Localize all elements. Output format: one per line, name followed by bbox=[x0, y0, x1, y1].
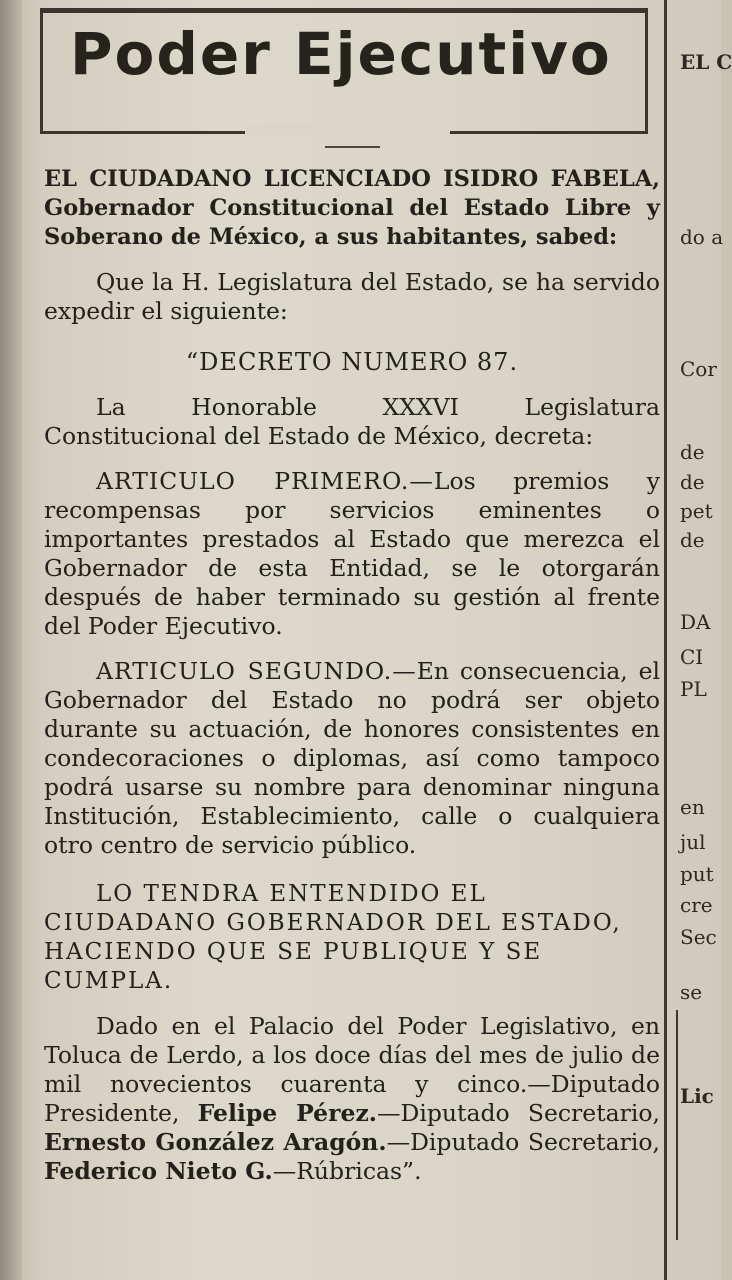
decree-signature bbox=[44, 1012, 660, 1186]
decree-statement: Que la H. Legislatura del Estado, se ha servido expedir el siguiente: bbox=[44, 268, 660, 325]
decree-title: “DECRETO NUMERO 87. bbox=[185, 348, 519, 376]
adjacent-fragment: se bbox=[680, 980, 703, 1004]
separator-rule bbox=[325, 146, 380, 148]
adjacent-fragment: pet bbox=[680, 499, 713, 523]
adjacent-fragment: DA bbox=[680, 610, 711, 634]
adjacent-fragment: CI bbox=[680, 645, 704, 669]
adjacent-fragment: de bbox=[680, 440, 705, 464]
signatory-secretary-2: Federico Nieto G. bbox=[44, 1157, 273, 1185]
adjacent-fragment: en bbox=[680, 795, 705, 819]
article-two-heading: ARTICULO SEGUNDO.— bbox=[96, 657, 417, 685]
signatory-secretary-1: Ernesto González Aragón. bbox=[44, 1128, 387, 1156]
signature-lead: Dado en el Palacio del Poder Legislativo, en Toluca de Lerdo, a los doce días del mes de julio de mil novecientos cuarenta y cinco.—Diputado Presidente, bbox=[44, 1012, 660, 1127]
adjacent-column bbox=[672, 0, 732, 1280]
adjacent-fragment: put bbox=[680, 862, 714, 886]
adjacent-fragment: cre bbox=[680, 893, 713, 917]
header-frame-gap bbox=[245, 125, 450, 137]
signature-end: —Rúbricas”. bbox=[272, 1157, 422, 1185]
adjacent-fragment: do a bbox=[680, 225, 724, 249]
intro-rest: Gobernador Constitucional del Estado Libre y Soberano de México, a sus habitantes, sabed: bbox=[44, 195, 660, 250]
column-divider bbox=[664, 0, 667, 1280]
adjacent-fragment: Lic bbox=[680, 1084, 714, 1108]
adjacent-fragment: de bbox=[680, 528, 705, 552]
adjacent-fragment: jul bbox=[680, 830, 706, 854]
adjacent-fragment: de bbox=[680, 470, 705, 494]
signatory-president: Felipe Pérez. bbox=[197, 1099, 377, 1127]
adjacent-fragment: Cor bbox=[680, 357, 717, 381]
intro-lead: EL CIUDADANO LICENCIADO ISIDRO FABELA, bbox=[44, 166, 660, 192]
article-one bbox=[44, 467, 660, 641]
signature-mid-2: —Diputado Secretario, bbox=[386, 1128, 660, 1156]
article-two-text: En consecuencia, el Gobernador del Estado no podrá ser objeto durante su actuación, de honores consistentes en condecoraciones o diplomas, así como tampoco podrá usarse su nombre para denominar ninguna Institución, Establecimiento, calle o cualquiera otro centro de servicio público. bbox=[44, 657, 660, 859]
decree-intro bbox=[44, 165, 660, 252]
decree-article bbox=[44, 165, 660, 1186]
article-one-heading: ARTICULO PRIMERO.— bbox=[96, 467, 434, 495]
adjacent-fragment: EL C bbox=[680, 50, 732, 74]
signature-mid-1: —Diputado Secretario, bbox=[377, 1099, 661, 1127]
article-one-text: Los premios y recompensas por servicios eminentes o importantes prestados al Estado que merezca el Gobernador de esta Entidad, se le otorgarán después de haber terminado su gestión al frente del Poder Ejecutivo. bbox=[44, 467, 660, 640]
adjacent-fragment: Sec bbox=[680, 925, 717, 949]
page-spine-shadow bbox=[0, 0, 22, 1280]
decree-preamble: La Honorable XXXVI Legislatura Constitucional del Estado de México, decreta: bbox=[44, 393, 660, 450]
section-title: Poder Ejecutivo bbox=[70, 20, 612, 88]
adjacent-fragment: PL bbox=[680, 677, 707, 701]
article-two bbox=[44, 657, 660, 860]
decree-closing: LO TENDRA ENTENDIDO EL CIUDADANO GOBERNADOR DEL ESTADO, HACIENDO QUE SE PUBLIQUE Y SE CUMPLA. bbox=[44, 881, 622, 994]
